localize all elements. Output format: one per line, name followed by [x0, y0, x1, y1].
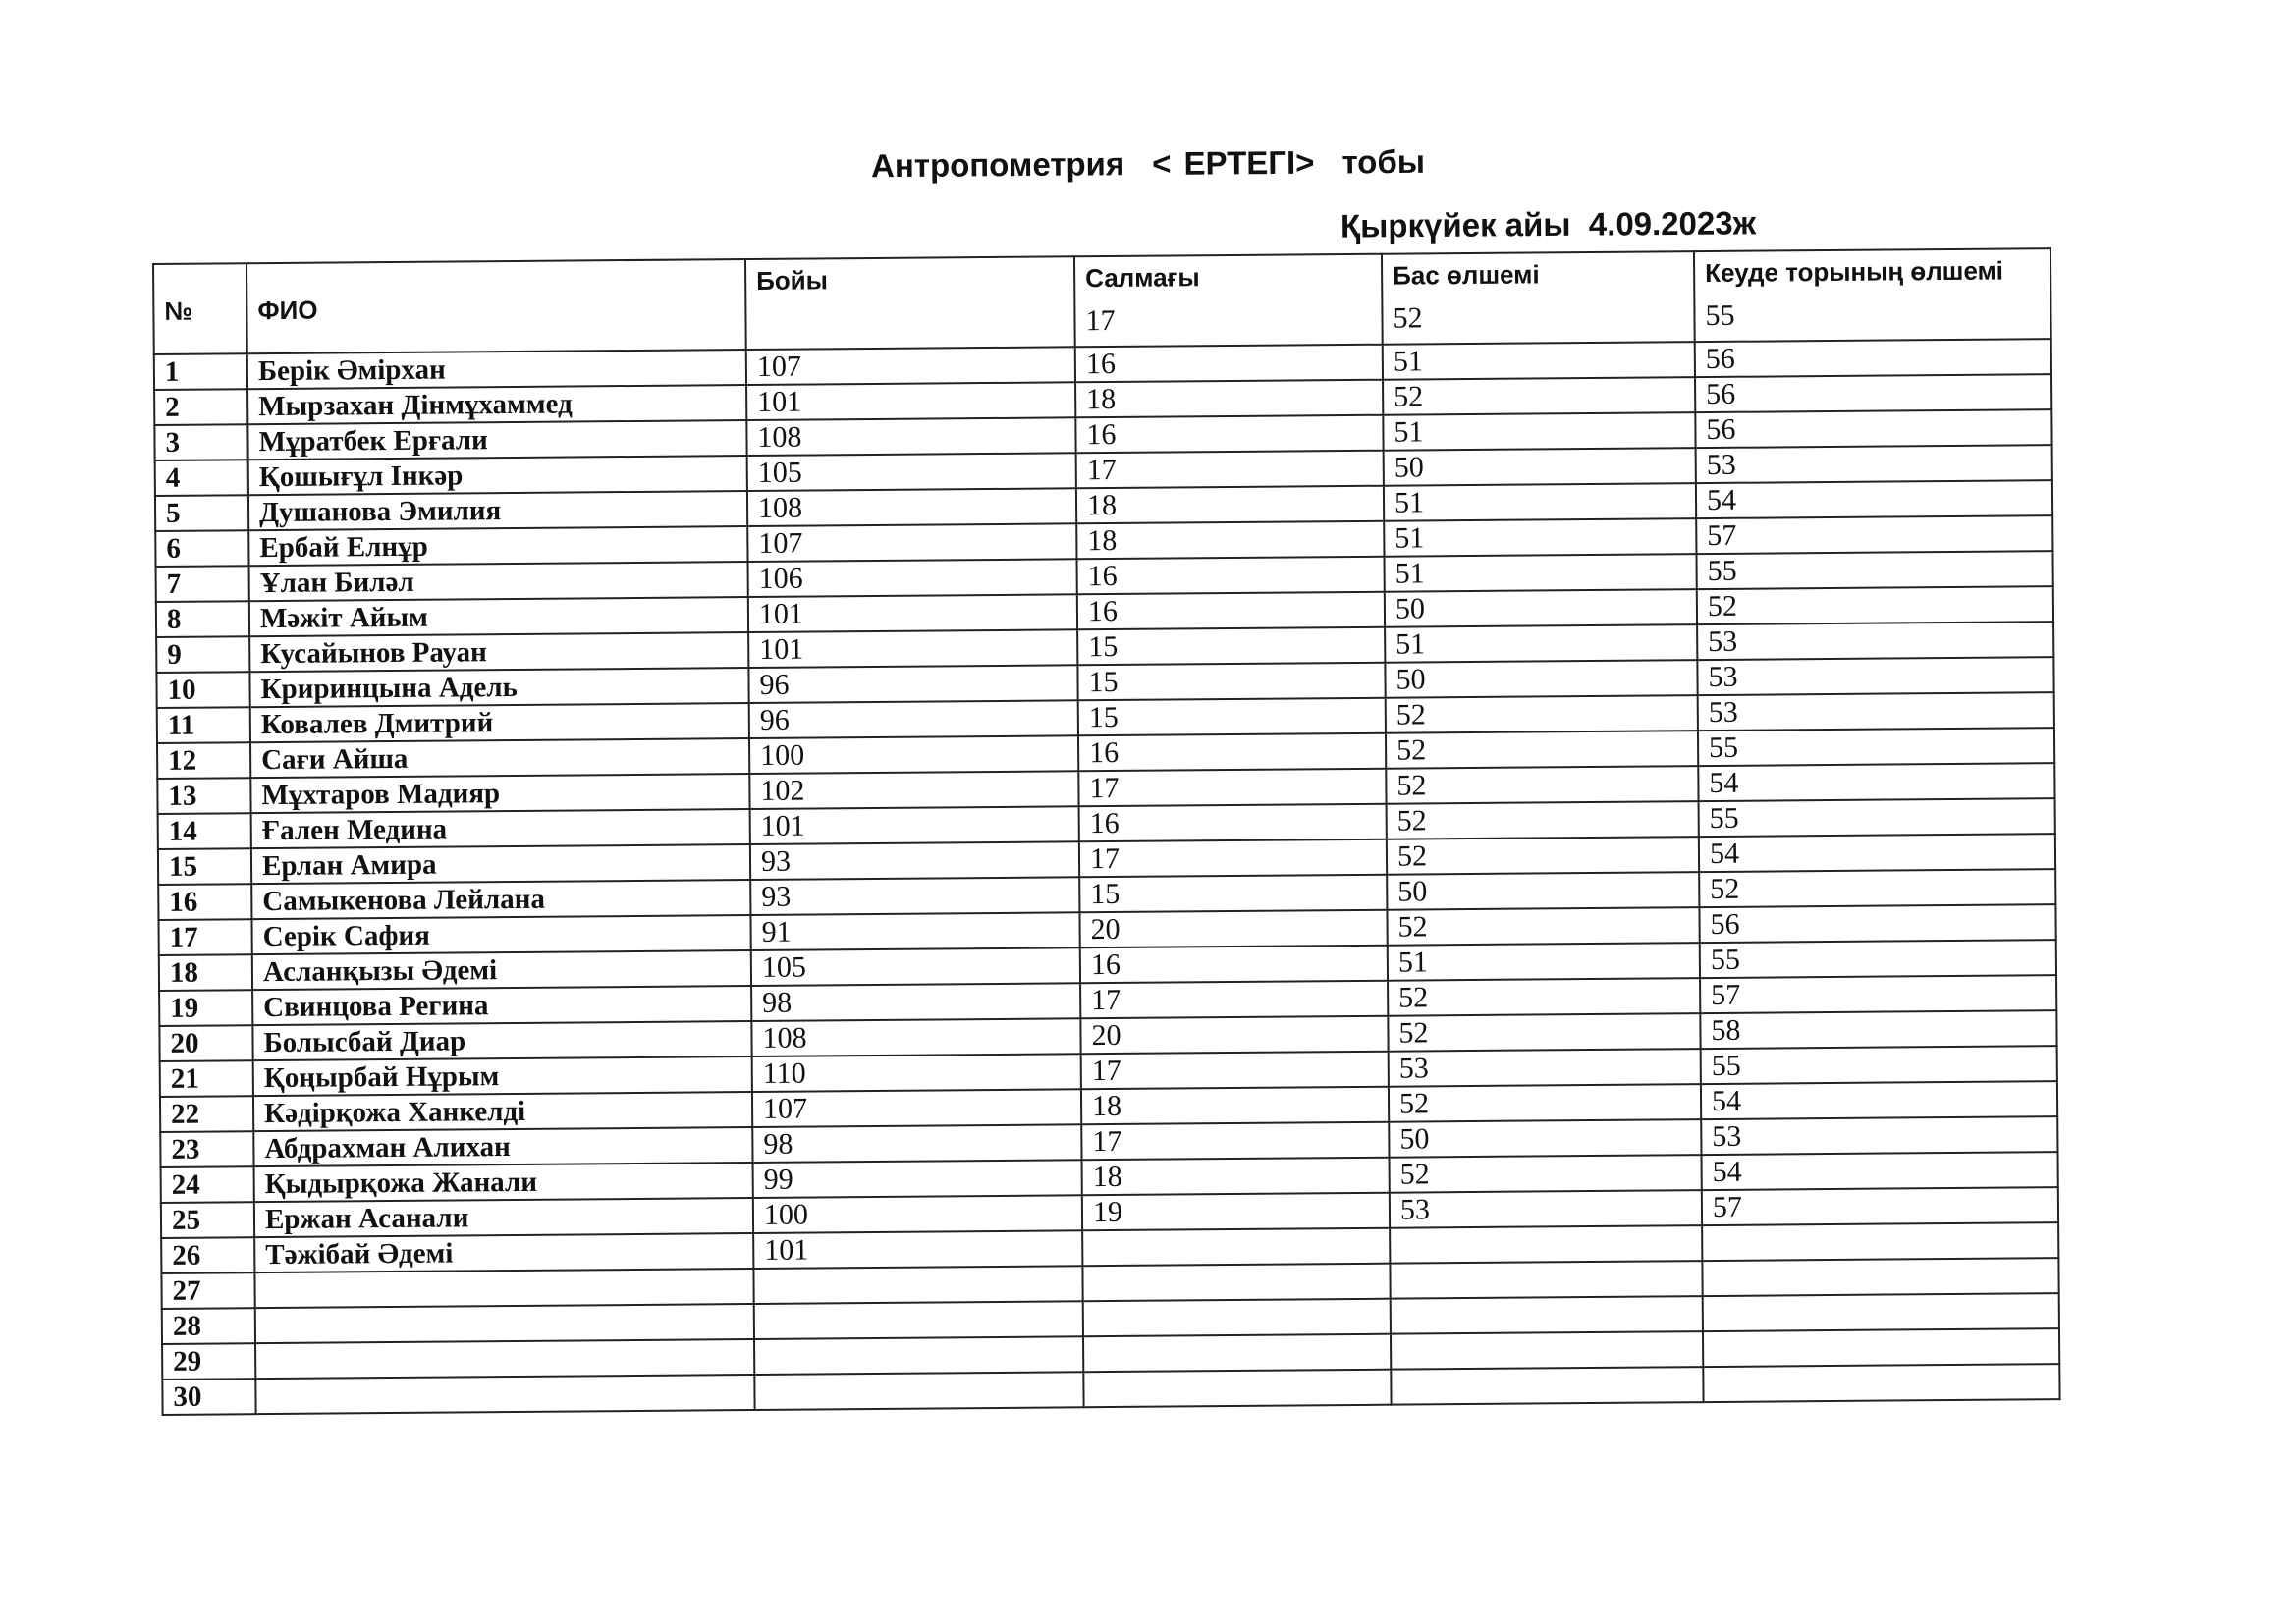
cell-name: Серік Сафия: [251, 915, 750, 954]
cell-chest: 53: [1696, 445, 2052, 483]
cell-chest: 57: [1702, 1187, 2058, 1225]
cell-no: 5: [155, 495, 248, 531]
cell-name: [255, 1375, 754, 1414]
cell-head: 50: [1385, 660, 1697, 698]
title-word-anthropometry: Антропометрия: [870, 145, 1125, 185]
cell-weight: 20: [1080, 1016, 1388, 1055]
cell-weight: 18: [1076, 486, 1384, 524]
cell-name: Свинцова Регина: [252, 986, 751, 1025]
cell-height: 110: [752, 1054, 1081, 1092]
cell-weight: 15: [1077, 627, 1385, 666]
cell-weight: 16: [1079, 804, 1387, 842]
cell-head: 52: [1388, 1013, 1700, 1052]
cell-no: 4: [155, 460, 248, 496]
cell-head: 52: [1390, 1155, 1702, 1193]
cell-name: Душанова Эмилия: [248, 491, 747, 530]
cell-chest: 54: [1696, 480, 2052, 518]
cell-chest: [1703, 1328, 2059, 1367]
cell-name: [255, 1304, 754, 1343]
cell-head: 52: [1387, 801, 1699, 839]
cell-name: Мырзахан Дінмұхаммед: [247, 385, 746, 424]
cell-head: [1390, 1261, 1702, 1299]
cell-weight: 16: [1078, 733, 1386, 772]
cell-height: 93: [750, 877, 1079, 915]
cell-height: 105: [751, 947, 1080, 986]
cell-chest: 57: [1700, 975, 2056, 1013]
cell-weight: [1083, 1299, 1391, 1337]
cell-name: Мәжіт Айым: [249, 597, 748, 636]
cell-height: 96: [748, 665, 1077, 703]
cell-chest: 54: [1698, 763, 2054, 801]
cell-no: 24: [161, 1166, 254, 1203]
cell-weight: 18: [1075, 380, 1383, 418]
cell-no: 13: [157, 778, 250, 814]
cell-weight: 18: [1082, 1158, 1390, 1196]
cell-head: 50: [1384, 448, 1696, 486]
cell-weight: 17: [1078, 769, 1386, 807]
cell-chest: 55: [1696, 551, 2052, 589]
cell-no: 20: [159, 1025, 252, 1061]
cell-no: 14: [158, 813, 251, 849]
cell-name: Ковалев Дмитрий: [250, 703, 749, 742]
measurements-table-wrapper: [152, 247, 2061, 1416]
cell-height: 101: [748, 629, 1077, 668]
cell-no: 22: [160, 1096, 253, 1132]
cell-weight: [1083, 1334, 1391, 1373]
cell-height: 98: [751, 983, 1080, 1021]
cell-no: 25: [161, 1202, 254, 1238]
cell-name: Берік Әмірхан: [247, 350, 746, 389]
cell-name: Мұратбек Ерғали: [247, 420, 746, 460]
cell-name: Мұхтаров Мадияр: [250, 774, 749, 813]
header-height: Бойы: [745, 256, 1075, 350]
cell-head: 52: [1387, 907, 1699, 946]
cell-weight: 16: [1075, 345, 1383, 383]
cell-height: [753, 1266, 1082, 1304]
cell-no: 9: [156, 636, 249, 673]
cell-height: 101: [748, 594, 1077, 632]
cell-head: [1391, 1367, 1703, 1405]
cell-chest: 56: [1699, 904, 2055, 943]
header-number: №: [153, 263, 247, 354]
cell-name: Ұлан Биләл: [249, 562, 748, 601]
document-date: Қыркүйек айы 4.09.2023ж: [1339, 204, 1757, 244]
cell-height: 100: [753, 1195, 1082, 1233]
cell-chest: 55: [1700, 940, 2056, 978]
cell-height: 101: [753, 1230, 1082, 1269]
cell-chest: 53: [1697, 657, 2053, 695]
header-chest-label: Кеуде торының өлшемі: [1705, 255, 2004, 289]
cell-no: 2: [154, 389, 247, 425]
cell-chest: 55: [1698, 728, 2054, 766]
header-chest: [1694, 248, 2051, 342]
header-chest-extra: 55: [1705, 298, 1735, 333]
cell-chest: 52: [1697, 586, 2053, 624]
cell-head: 51: [1385, 624, 1697, 663]
cell-name: Қошығұл Інкәр: [248, 456, 747, 495]
cell-chest: 54: [1701, 1081, 2057, 1119]
cell-weight: 15: [1078, 698, 1386, 736]
cell-no: 21: [160, 1060, 253, 1097]
cell-head: 52: [1389, 1084, 1701, 1122]
header-name: ФИО: [246, 259, 746, 353]
cell-weight: 18: [1076, 521, 1384, 560]
header-weight: [1074, 254, 1383, 348]
cell-head: 52: [1386, 731, 1698, 769]
cell-head: 50: [1389, 1119, 1701, 1158]
cell-name: [254, 1269, 753, 1308]
cell-height: 96: [749, 700, 1078, 738]
cell-no: 17: [158, 919, 251, 955]
cell-weight: 20: [1079, 910, 1387, 948]
cell-name: Абдрахман Алихан: [253, 1127, 752, 1166]
cell-height: 106: [748, 559, 1077, 597]
cell-height: [754, 1336, 1083, 1375]
cell-height: 100: [749, 735, 1078, 774]
document-title: [0, 136, 2296, 191]
cell-chest: [1703, 1293, 2059, 1331]
cell-no: 16: [158, 884, 251, 920]
cell-no: 3: [154, 424, 247, 460]
header-head: [1382, 251, 1695, 345]
cell-head: 52: [1387, 837, 1699, 875]
cell-weight: 16: [1077, 557, 1385, 595]
cell-height: 101: [746, 382, 1075, 420]
cell-head: 53: [1390, 1190, 1702, 1228]
cell-height: 108: [746, 417, 1075, 456]
cell-name: Сағи Айша: [250, 738, 749, 778]
cell-head: 51: [1384, 554, 1696, 592]
cell-no: 8: [156, 601, 249, 637]
cell-head: [1391, 1331, 1703, 1370]
cell-no: 11: [157, 707, 250, 743]
cell-no: 29: [162, 1343, 255, 1380]
cell-name: Кәдірқожа Ханкелді: [253, 1092, 752, 1131]
cell-name: Ғален Медина: [251, 809, 750, 848]
cell-no: 6: [155, 530, 248, 567]
cell-weight: 18: [1081, 1087, 1389, 1125]
cell-chest: [1702, 1258, 2058, 1296]
cell-weight: [1082, 1264, 1390, 1302]
cell-chest: 55: [1701, 1046, 2057, 1084]
cell-height: [754, 1301, 1083, 1339]
cell-head: [1390, 1225, 1702, 1264]
cell-chest: [1702, 1222, 2058, 1261]
title-group-name: < ЕРТЕГІ>: [1151, 143, 1315, 182]
cell-weight: 16: [1077, 592, 1385, 630]
cell-weight: [1083, 1370, 1391, 1408]
cell-head: 50: [1387, 872, 1699, 910]
cell-head: 51: [1383, 412, 1695, 451]
measurements-table: [152, 247, 2061, 1416]
cell-name: Криринцына Адель: [249, 668, 748, 707]
cell-height: 102: [749, 771, 1078, 809]
cell-head: 51: [1384, 483, 1696, 521]
cell-height: 107: [746, 347, 1075, 385]
cell-height: 91: [750, 912, 1079, 950]
cell-name: Ербай Елнұр: [248, 526, 747, 566]
cell-height: 98: [752, 1124, 1081, 1163]
cell-head: 52: [1388, 978, 1700, 1016]
cell-height: 101: [750, 806, 1079, 844]
cell-height: 99: [753, 1160, 1082, 1198]
cell-name: Болысбай Диар: [252, 1021, 751, 1060]
cell-head: [1391, 1296, 1703, 1334]
cell-weight: 17: [1081, 1052, 1389, 1090]
cell-height: [754, 1372, 1083, 1410]
cell-weight: 16: [1080, 946, 1388, 984]
cell-head: 51: [1383, 342, 1695, 380]
cell-no: 12: [157, 742, 250, 779]
cell-name: Қоңырбай Нұрым: [253, 1056, 752, 1096]
cell-chest: 56: [1695, 339, 2051, 377]
cell-head: 51: [1384, 518, 1696, 557]
cell-height: 108: [751, 1018, 1080, 1056]
header-head-extra: 52: [1393, 301, 1423, 335]
cell-chest: 54: [1699, 834, 2055, 872]
cell-head: 53: [1389, 1049, 1701, 1087]
cell-no: 1: [154, 353, 247, 390]
cell-weight: 16: [1075, 415, 1383, 454]
cell-weight: [1082, 1228, 1390, 1267]
cell-no: 28: [162, 1308, 255, 1344]
cell-height: 107: [747, 523, 1076, 562]
cell-head: 50: [1385, 589, 1697, 627]
table-header-row: [153, 248, 2051, 354]
cell-height: 105: [747, 453, 1076, 491]
cell-weight: 15: [1077, 663, 1385, 701]
cell-chest: [1703, 1364, 2059, 1402]
cell-weight: 17: [1076, 451, 1384, 489]
cell-weight: 15: [1079, 875, 1387, 913]
cell-no: 23: [160, 1131, 253, 1167]
cell-head: 52: [1386, 695, 1698, 733]
cell-chest: 53: [1701, 1116, 2057, 1155]
cell-name: Самыкенова Лейлана: [251, 880, 750, 919]
header-head-label: Бас өлшемі: [1393, 259, 1540, 291]
cell-weight: 17: [1081, 1122, 1389, 1161]
cell-chest: 56: [1695, 409, 2051, 448]
cell-no: 10: [156, 672, 249, 708]
header-weight-label: Салмағы: [1085, 262, 1200, 294]
cell-no: 18: [159, 954, 252, 991]
cell-chest: 53: [1698, 692, 2054, 731]
cell-name: Кусайынов Рауан: [249, 632, 748, 672]
cell-name: Ерлан Амира: [251, 844, 750, 884]
cell-chest: 56: [1695, 374, 2051, 412]
cell-height: 107: [752, 1089, 1081, 1127]
cell-chest: 52: [1699, 869, 2055, 907]
cell-height: 108: [747, 488, 1076, 526]
cell-name: Ержан Асанали: [254, 1198, 753, 1237]
cell-name: [255, 1339, 754, 1379]
cell-height: 93: [750, 841, 1079, 880]
cell-chest: 53: [1697, 622, 2053, 660]
cell-head: 52: [1386, 766, 1698, 804]
cell-name: Тәжібай Әдемі: [254, 1233, 753, 1272]
header-weight-extra: 17: [1085, 303, 1116, 338]
title-word-group: тобы: [1341, 142, 1426, 181]
cell-weight: 19: [1082, 1193, 1390, 1231]
cell-no: 7: [156, 566, 249, 602]
cell-weight: 17: [1079, 839, 1387, 878]
cell-chest: 58: [1700, 1010, 2056, 1049]
cell-no: 26: [161, 1237, 254, 1273]
cell-name: Асланқызы Әдемі: [252, 950, 751, 990]
cell-chest: 57: [1696, 515, 2052, 554]
cell-head: 51: [1388, 943, 1700, 981]
cell-name: Қыдырқожа Жанали: [254, 1163, 753, 1202]
table-body: [154, 339, 2060, 1415]
cell-no: 30: [162, 1379, 255, 1415]
cell-no: 15: [158, 848, 251, 885]
cell-no: 27: [161, 1272, 254, 1309]
cell-weight: 17: [1080, 981, 1388, 1019]
cell-chest: 54: [1702, 1152, 2058, 1190]
cell-chest: 55: [1699, 798, 2055, 837]
cell-no: 19: [159, 990, 252, 1026]
cell-head: 52: [1383, 377, 1695, 415]
